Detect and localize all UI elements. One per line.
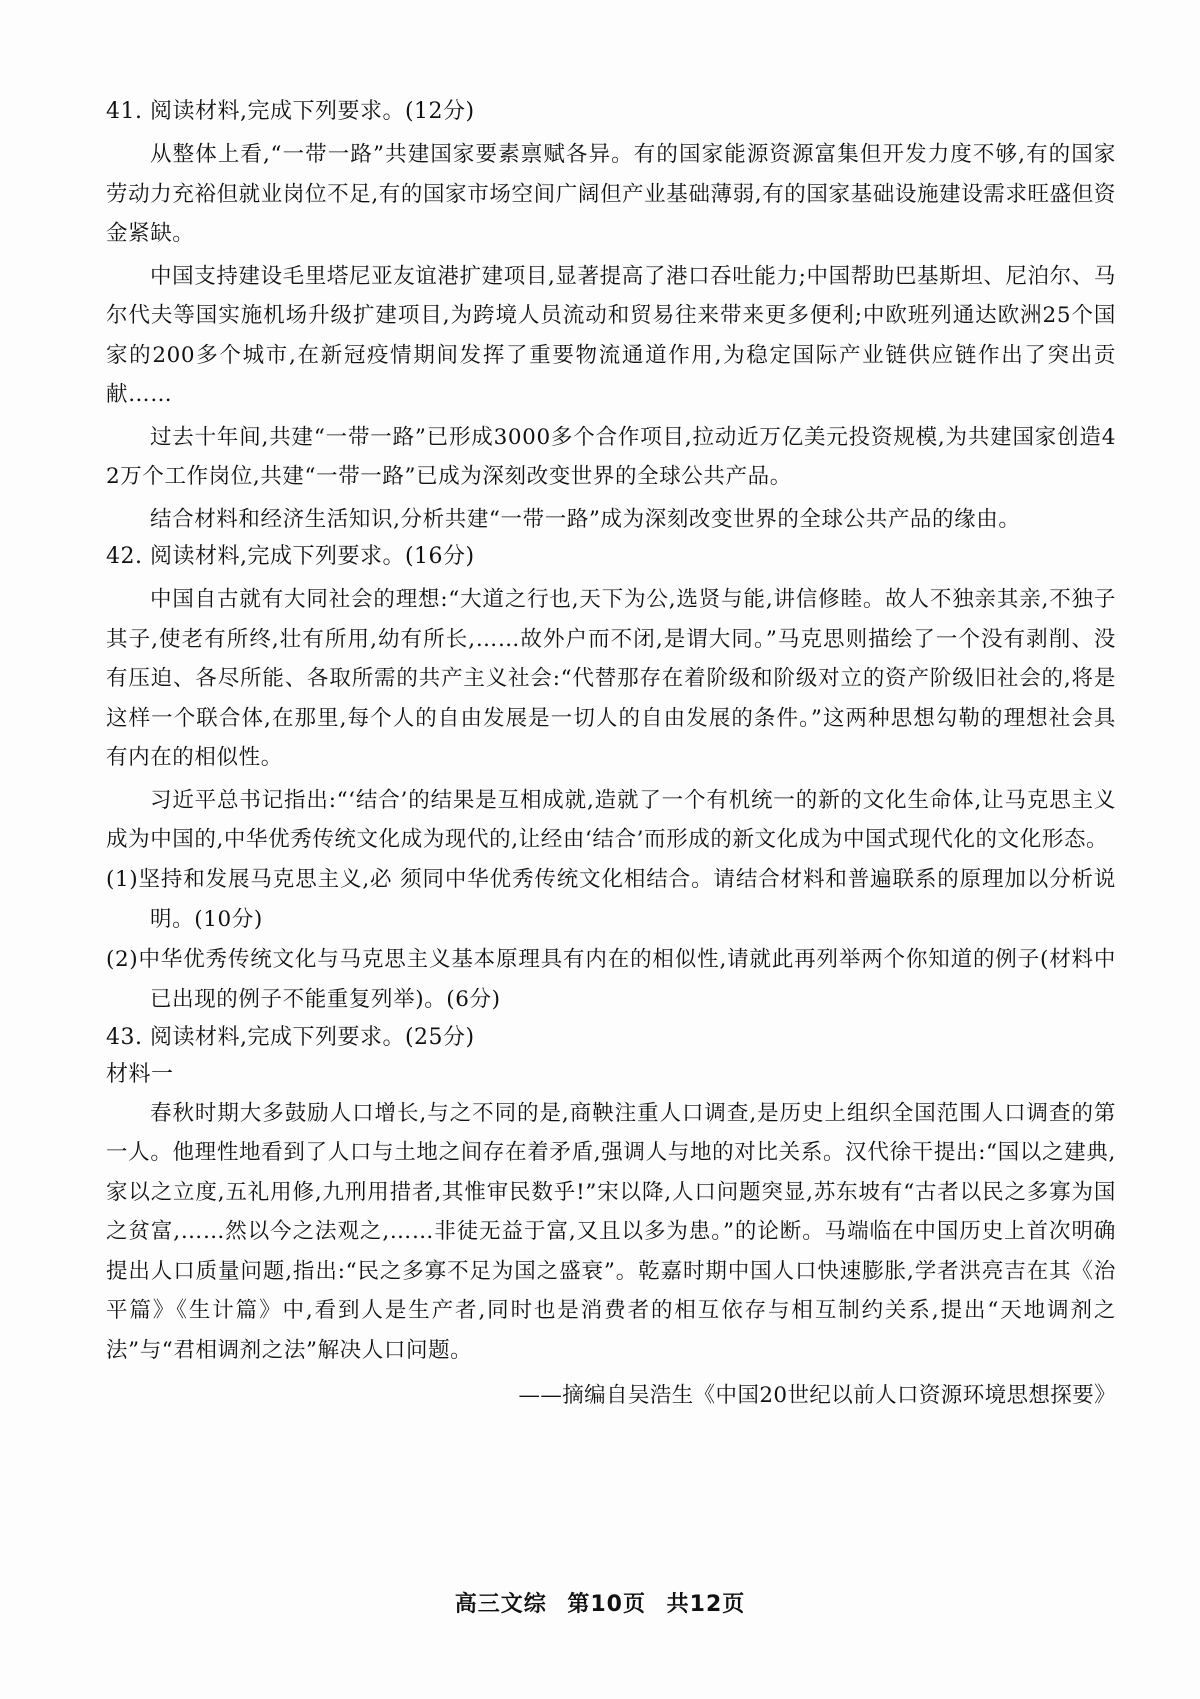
question-41 (106, 94, 1116, 539)
question-41-paragraph-1: 从整体上看,“一带一路”共建国家要素禀赋各异。有的国家能源资源富集但开发力度不够,有的国家劳动力充裕但就业岗位不足,有的国家市场空间广阔但产业基础薄弱,有的国家基础设施建设需求旺盛但资金紧缺。 (106, 142, 1116, 246)
question-43-material-paragraph: 春秋时期大多鼓励人口增长,与之不同的是,商鞅注重人口调查,是历史上组织全国范围人口调查的第一人。他理性地看到了人口与土地之间存在着矛盾,强调人与地的对比关系。汉代徐干提出:“国以之建典,家以之立度,五礼用修,九刑用措者,其惟审民数乎!”宋以降,人口问题突显,苏东坡有“古者以民之多寡为国之贫富,……然以今之法观之,……非徒无益于富,又且以多为患。”的论断。马端临在中国历史上首次明确提出人口质量问题,指出:“民之多寡不足为国之盛衰”。乾嘉时期中国人口快速膨胀,学者洪亮吉在其《治平篇》《生计篇》中,看到人是生产者,同时也是消费者的相互依存与相互制约关系,提出“天地调剂之法”与“君相调剂之法”解决人口问题。 (106, 1100, 1116, 1363)
question-42-paragraph-1: 中国自古就有大同社会的理想:“大道之行也,天下为公,选贤与能,讲信修睦。故人不独亲其亲,不独子其子,使老有所终,壮有所用,幼有所长,……故外户而不闭,是谓大同。”马克思则描绘了一个没有剥削、没有压迫、各尽所能、各取所需的共产主义社会:“代替那存在着阶级和阶级对立的资产阶级旧社会的,将是这样一个联合体,在那里,每个人的自由发展是一切人的自由发展的条件。”这两种思想勾勒的理想社会具有内在的相似性。 (106, 587, 1116, 770)
question-41-paragraph-2: 中国支持建设毛里塔尼亚友谊港扩建项目,显著提高了港口吞吐能力;中国帮助巴基斯坦、尼泊尔、马尔代夫等国实施机场升级扩建项目,为跨境人员流动和贸易往来带来更多便利;中欧班列通达欧洲25个国家的200多个城市,在新冠疫情期间发挥了重要物流通道作用,为稳定国际产业链供应链作出了突出贡献…… (106, 263, 1116, 407)
question-42-subquestion-1: (1)坚持和发展马克思主义,必 须同中华优秀传统文化相结合。请结合材料和普遍联系的原理加以分析说明。(10分) (106, 866, 1116, 932)
footer-page-number: 第10页 (567, 1592, 646, 1617)
footer-total-pages: 共12页 (666, 1592, 746, 1617)
question-41-heading: 41. 阅读材料,完成下列要求。(12分) (106, 99, 475, 124)
footer-subject: 高三文综 (454, 1592, 547, 1617)
question-43-heading: 43. 阅读材料,完成下列要求。(25分) (106, 1024, 475, 1050)
question-42 (106, 539, 1116, 1020)
question-43 (106, 1020, 1116, 1417)
page-footer (0, 1587, 1200, 1618)
page-content (106, 94, 1116, 1416)
question-42-heading: 42. 阅读材料,完成下列要求。(16分) (106, 544, 475, 569)
material-label: 材料一 (106, 1061, 174, 1087)
question-42-subquestion-2: (2)中华优秀传统文化与马克思主义基本原理具有内在的相似性,请就此再列举两个你知道的例子(材料中已出现的例子不能重复列举)。(6分) (106, 946, 1116, 1012)
material-source-citation: ——摘编自吴浩生《中国20世纪以前人口资源环境思想探要》 (518, 1383, 1116, 1408)
question-41-prompt: 结合材料和经济生活知识,分析共建“一带一路”成为深刻改变世界的全球公共产品的缘由。 (150, 506, 1021, 532)
question-42-paragraph-2: 习近平总书记指出:“‘结合’的结果是互相成就,造就了一个有机统一的新的文化生命体,让马克思主义成为中国的,中华优秀传统文化成为现代的,让经由‘结合’而形成的新文化成为中国式现代化的文化形态。 (106, 787, 1116, 852)
question-41-paragraph-3: 过去十年间,共建“一带一路”已形成3000多个合作项目,拉动近万亿美元投资规模,为共建国家创造42万个工作岗位,共建“一带一路”已成为深刻改变世界的全球公共产品。 (106, 424, 1116, 489)
